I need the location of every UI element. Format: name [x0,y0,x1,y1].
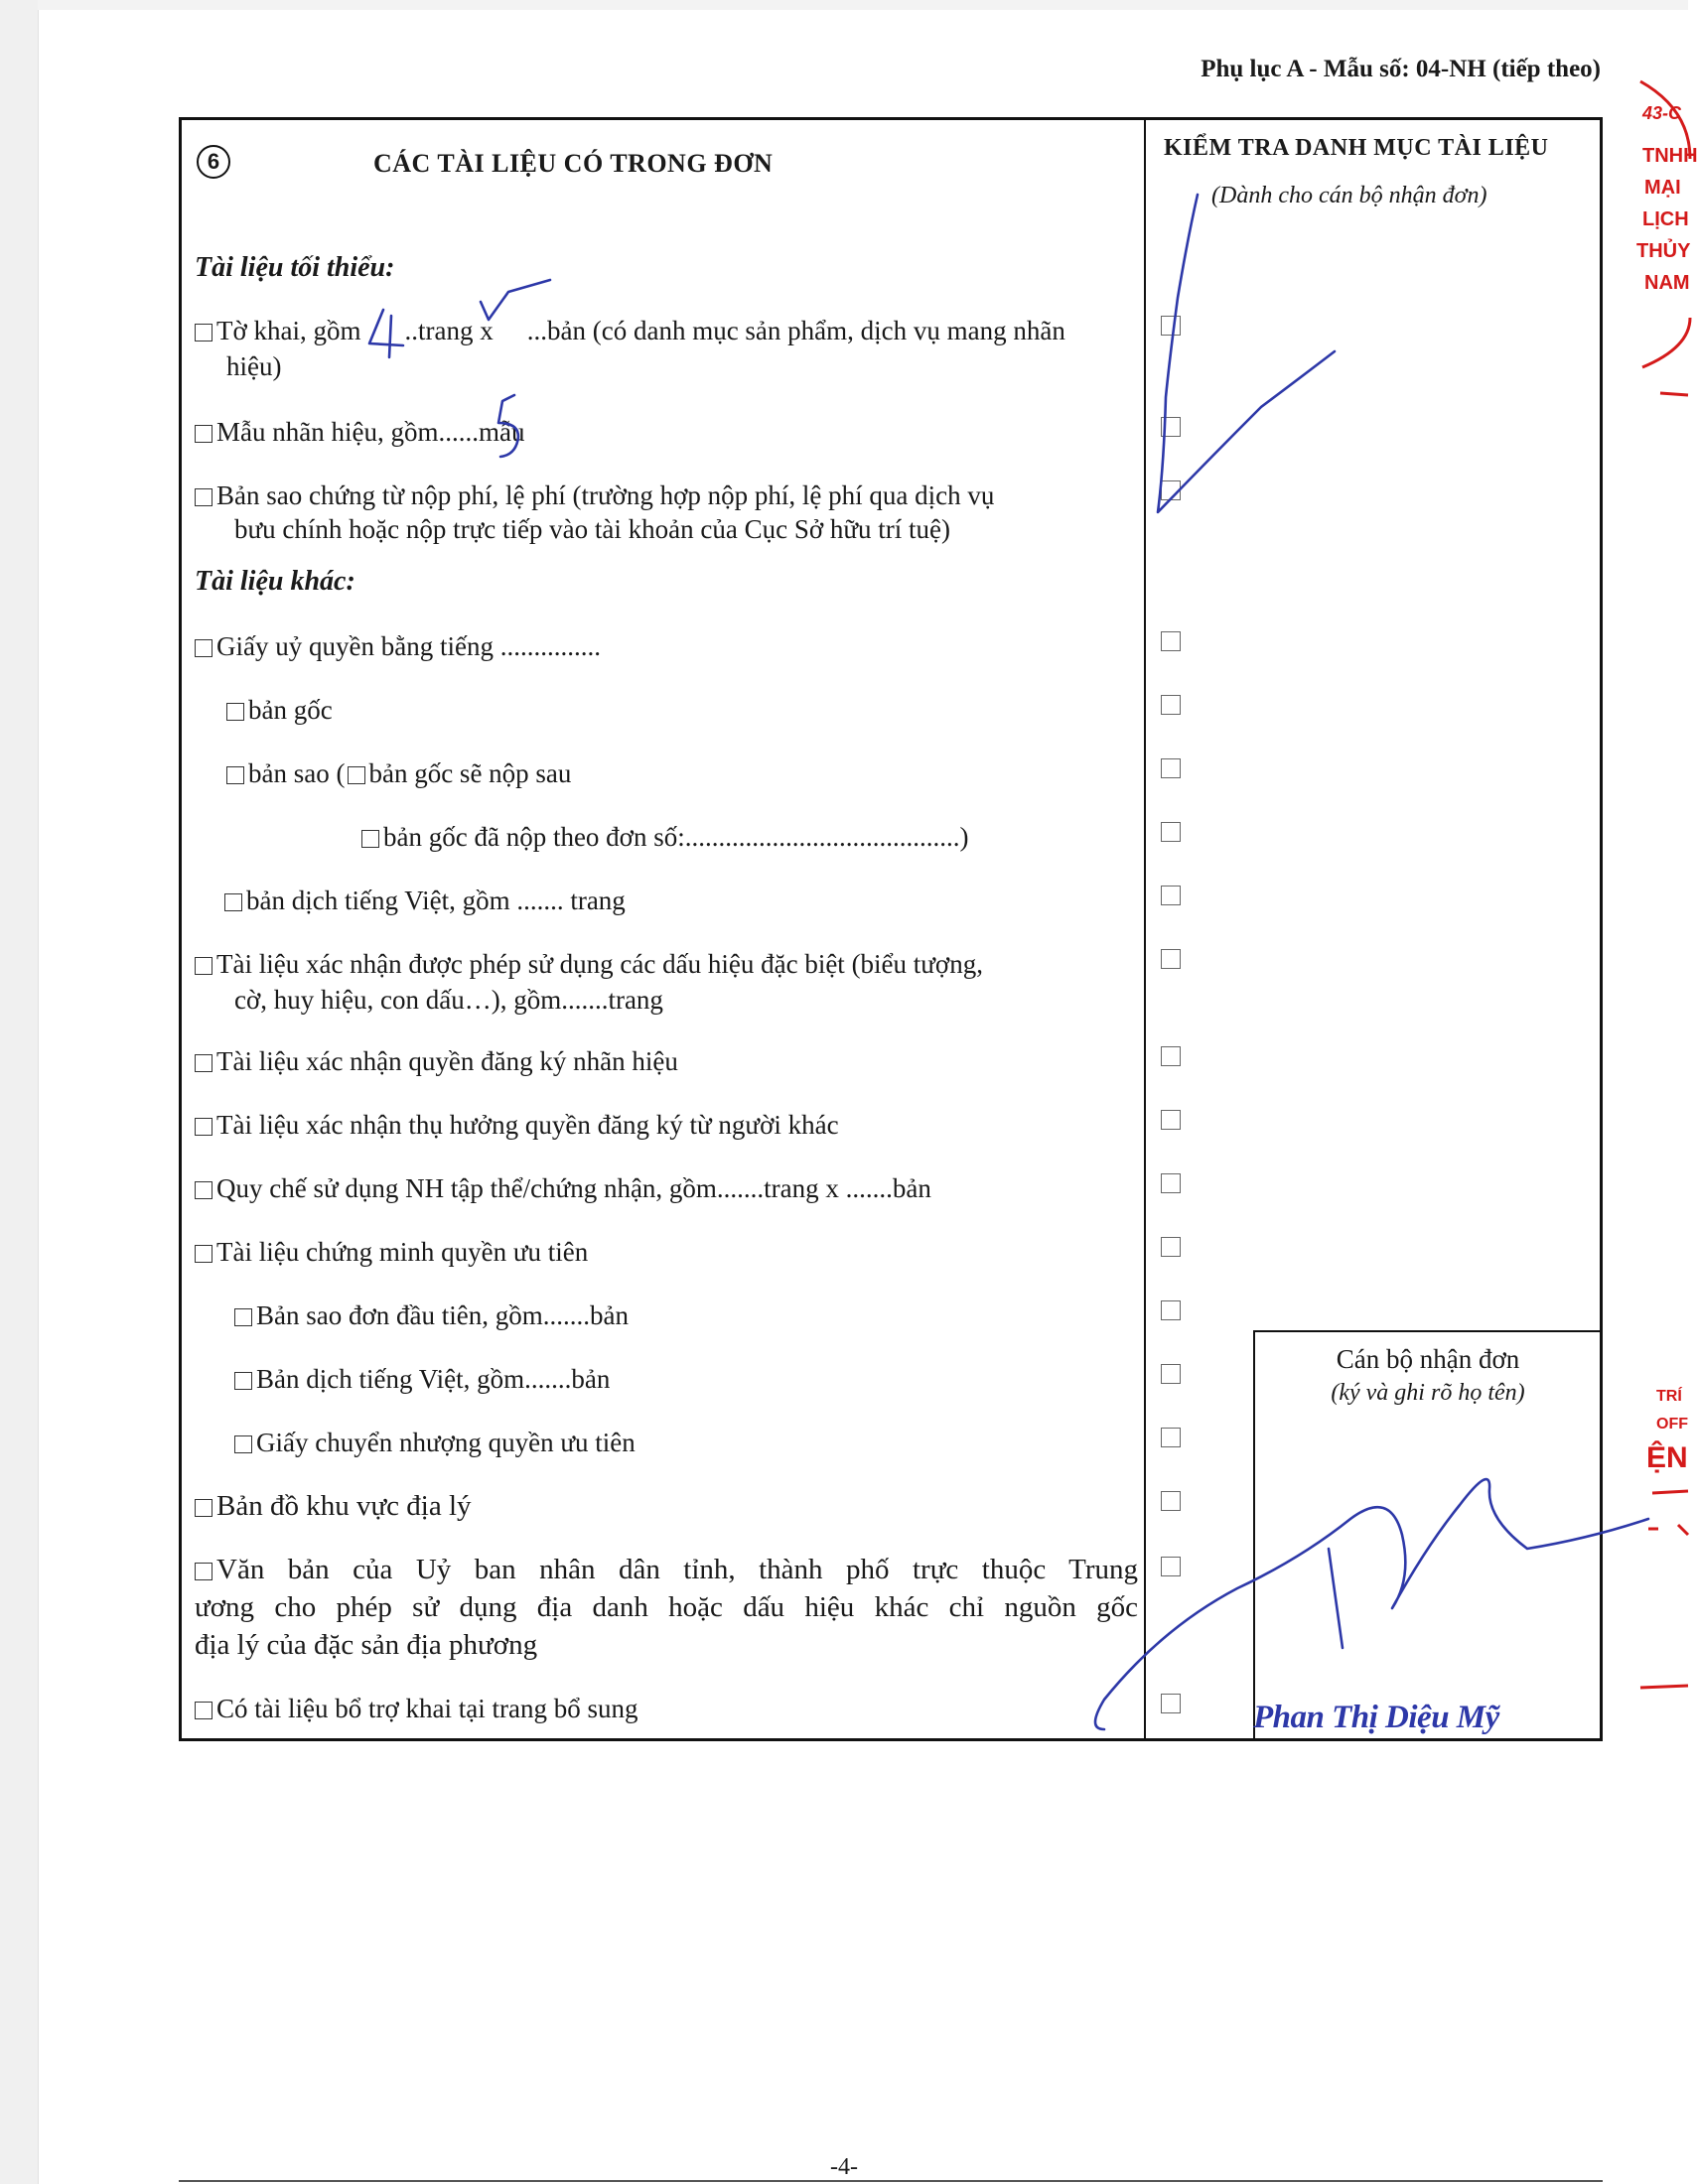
red-stamp-top-right [1630,79,1698,367]
page-number: -4- [830,2154,858,2180]
item-ban-do: Bản đồ khu vực địa lý [195,1489,472,1523]
checkbox-uu-tien[interactable] [195,1245,212,1263]
check-van-ban-ubnd[interactable] [1161,1557,1181,1576]
section-number: 6 [197,145,230,179]
scan-edge [0,0,39,2184]
item-ban-sao-chung-tu-cont: bưu chính hoặc nộp trực tiếp vào tài khoản của Cục Sở hữu trí tuệ) [234,514,950,544]
other-docs-heading: Tài liệu khác: [195,566,355,597]
check-thu-huong[interactable] [1161,1110,1181,1130]
scan-edge-top [38,0,1688,10]
checkbox-mau-nhan-hieu[interactable] [195,425,212,443]
checkbox-thu-huong[interactable] [195,1118,212,1136]
item-ban-goc-da-nop: bản gốc đã nộp theo đơn số:.........................................) [361,820,968,854]
check-ban-do[interactable] [1161,1491,1181,1511]
stamp-text-7: TRÍ [1656,1388,1682,1405]
check-mau-nhan-hieu[interactable] [1161,417,1181,437]
checkbox-ban-goc-nop-sau[interactable] [348,766,365,784]
checkbox-van-ban-ubnd[interactable] [195,1563,212,1580]
check-dau-hieu-dac-biet[interactable] [1161,949,1181,969]
item-ban-sao-chung-tu: Bản sao chứng từ nộp phí, lệ phí (trường hợp nộp phí, lệ phí qua dịch vụ [195,478,994,512]
footer-line [179,2180,1603,2182]
check-ban-dich[interactable] [1161,886,1181,905]
check-chuyen-nhuong[interactable] [1161,1428,1181,1447]
checkbox-giay-uy-quyen[interactable] [195,639,212,657]
checkbox-ban-dich-uu-tien[interactable] [234,1372,252,1390]
checkbox-ban-sao[interactable] [226,766,244,784]
checkbox-chuyen-nhuong[interactable] [234,1435,252,1453]
check-ban-sao-don[interactable] [1161,1300,1181,1320]
item-dau-hieu-dac-biet: Tài liệu xác nhận được phép sử dụng các dấu hiệu đặc biệt (biểu tượng, [195,947,983,981]
item-ban-dich: bản dịch tiếng Việt, gồm ....... trang [224,884,626,917]
item-thu-huong: Tài liệu xác nhận thụ hưởng quyền đăng ký từ người khác [195,1108,839,1142]
checkbox-ban-do[interactable] [195,1499,212,1517]
item-mau-nhan-hieu: Mẫu nhãn hiệu, gồm......mẫu [195,415,524,449]
signature-name: Phan Thị Diệu Mỹ [1253,1700,1499,1735]
item-uu-tien: Tài liệu chứng minh quyền ưu tiên [195,1235,588,1269]
check-giay-uy-quyen[interactable] [1161,631,1181,651]
item-quyen-dang-ky: Tài liệu xác nhận quyền đăng ký nhãn hiệu [195,1044,678,1078]
item-to-khai-cont: hiệu) [226,351,282,381]
stamp-text-6: NAM [1644,272,1690,294]
signature-subtitle: (ký và ghi rõ họ tên) [1331,1380,1525,1406]
checkbox-dau-hieu-dac-biet[interactable] [195,957,212,975]
item-ban-sao-don: Bản sao đơn đầu tiên, gồm.......bản [234,1298,629,1332]
item-ban-goc: bản gốc [226,693,333,727]
checkbox-ban-sao-chung-tu[interactable] [195,488,212,506]
checkbox-ban-goc[interactable] [226,703,244,721]
stamp-text-9: ỆN [1646,1441,1688,1474]
checkbox-bo-tro[interactable] [195,1702,212,1719]
check-ban-dich-uu-tien[interactable] [1161,1364,1181,1384]
stamp-text-5: THỦY [1636,240,1691,262]
minimum-docs-heading: Tài liệu tối thiểu: [195,252,395,283]
check-bo-tro[interactable] [1161,1694,1181,1713]
stamp-text-2: TNHH [1642,145,1698,167]
checkbox-ban-goc-da-nop[interactable] [361,830,379,848]
item-to-khai: Tờ khai, gồm ..trang x ...bản (có danh mục sản phẩm, dịch vụ mang nhãn [195,314,1065,347]
stamp-text-4: LỊCH [1642,208,1689,230]
stamp-text-3: MẠI [1644,177,1681,199]
check-ban-goc-da-nop[interactable] [1161,822,1181,842]
checkbox-to-khai[interactable] [195,324,212,341]
section-title: CÁC TÀI LIỆU CÓ TRONG ĐƠN [373,149,774,178]
item-van-ban-ubnd-cont2: địa lý của đặc sản địa phương [195,1629,538,1661]
check-uu-tien[interactable] [1161,1237,1181,1257]
check-ban-sao[interactable] [1161,758,1181,778]
check-column-title: KIỂM TRA DANH MỤC TÀI LIỆU [1164,135,1549,161]
checkbox-quyen-dang-ky[interactable] [195,1054,212,1072]
stamp-text-1: 43-C [1642,103,1682,123]
check-ban-sao-chung-tu[interactable] [1161,480,1181,500]
item-van-ban-ubnd: Văn bản của Uỷ ban nhân dân tỉnh, thành phố trực thuộc Trung [195,1553,1138,1586]
form-label: Phụ lục A - Mẫu số: 04-NH (tiếp theo) [1201,56,1601,82]
check-quy-che[interactable] [1161,1173,1181,1193]
signature-title: Cán bộ nhận đơn [1336,1344,1520,1374]
item-quy-che: Quy chế sử dụng NH tập thể/chứng nhận, gồm.......trang x .......bản [195,1171,931,1205]
checkbox-ban-dich[interactable] [224,893,242,911]
stamp-text-8: OFF [1656,1416,1688,1433]
checkbox-ban-sao-don[interactable] [234,1308,252,1326]
check-ban-goc[interactable] [1161,695,1181,715]
item-giay-uy-quyen: Giấy uỷ quyền bằng tiếng ............... [195,629,601,663]
checkbox-quy-che[interactable] [195,1181,212,1199]
item-ban-sao: bản sao ( bản gốc sẽ nộp sau [226,756,571,790]
column-divider [1144,117,1146,1741]
item-van-ban-ubnd-cont1: ương cho phép sử dụng địa danh hoặc dấu hiệu khác chỉ nguồn gốc [195,1591,1138,1623]
check-column-subtitle: (Dành cho cán bộ nhận đơn) [1211,183,1487,208]
item-bo-tro: Có tài liệu bổ trợ khai tại trang bổ sung [195,1692,637,1725]
item-ban-dich-uu-tien: Bản dịch tiếng Việt, gồm.......bản [234,1362,610,1396]
red-stamp-mid-right [1638,1386,1688,1704]
stamp-lines-mid [1638,1386,1688,1704]
check-quyen-dang-ky[interactable] [1161,1046,1181,1066]
item-chuyen-nhuong: Giấy chuyển nhượng quyền ưu tiên [234,1426,636,1459]
check-to-khai[interactable] [1161,316,1181,336]
item-dau-hieu-dac-biet-cont: cờ, huy hiệu, con dấu…), gồm.......trang [234,985,663,1015]
